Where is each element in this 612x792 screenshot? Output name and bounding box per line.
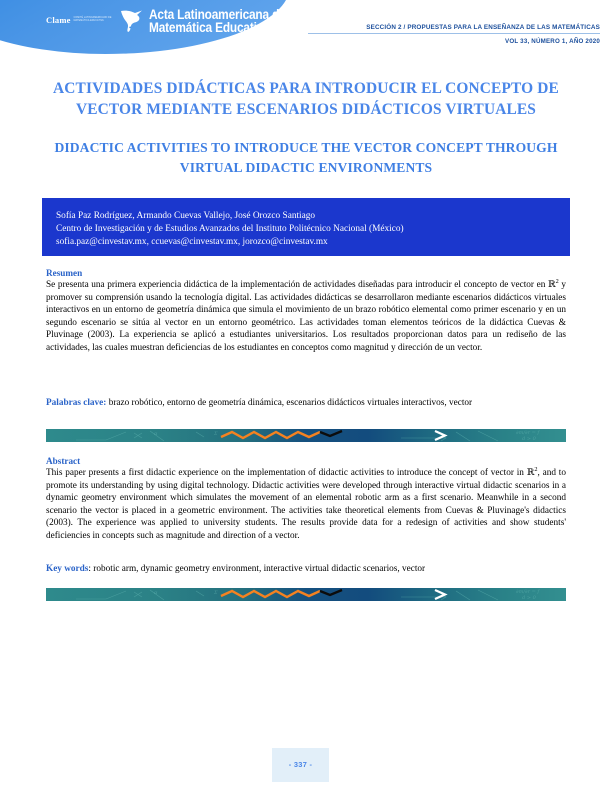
resumen-math-exponent: 2 [555, 277, 559, 285]
page-number: - 337 - [288, 760, 313, 769]
author-block [42, 198, 570, 256]
resumen-text-part1: Se presenta una primera experiencia didáctica de la implementación de actividades diseñadas para introducir el concepto de vector en [46, 280, 548, 290]
svg-text:∂m/∂r = f: ∂m/∂r = f [516, 430, 540, 436]
abstract-math-symbol: ℝ [526, 467, 535, 478]
journal-logo [46, 8, 304, 34]
journal-title-line1: Acta Latinoamericana de [148, 7, 286, 22]
author-emails: sofia.paz@cinvestav.mx, ccuevas@cinvestav.mx, jorozco@cinvestav.mx [56, 237, 328, 248]
volume-label: VOL 33, NÚMERO 1, AÑO 2020 [505, 38, 600, 45]
resumen-section [46, 268, 566, 355]
page-header [0, 0, 612, 66]
keywords-spanish-label: Palabras clave: [46, 398, 107, 408]
latin-america-map-icon [119, 9, 145, 33]
svg-text:d > 0: d > 0 [522, 595, 536, 601]
math-formula-banner-bottom [46, 588, 566, 601]
keywords-english-values: : robotic arm, dynamic geometry environment, interactive virtual didactic scenarios, vector [88, 564, 426, 574]
abstract-text [46, 467, 566, 543]
abstract-section [46, 456, 566, 543]
keywords-english-label: Key words [46, 564, 89, 574]
math-formula-banner-top [46, 429, 566, 442]
resumen-text [46, 279, 566, 355]
header-divider [308, 33, 600, 34]
svg-text:d > 0: d > 0 [522, 436, 536, 442]
svg-text:Σ: Σ [214, 590, 218, 596]
abstract-heading: Abstract [46, 456, 81, 466]
svg-text:∂m/∂r = f: ∂m/∂r = f [516, 589, 540, 595]
journal-title [149, 8, 286, 34]
footer-page-box [272, 748, 329, 782]
keywords-english [46, 563, 566, 576]
page-title-english: DIDACTIC ACTIVITIES TO INTRODUCE THE VECTOR CONCEPT THROUGH VIRTUAL DIDACTIC ENVIRONMENTS [54, 140, 558, 175]
keywords-spanish-values: brazo robótico, entorno de geometría dinámica, escenarios didácticos virtuales interactivos, vector [106, 398, 473, 408]
keywords-spanish [46, 397, 566, 410]
page-title-spanish: ACTIVIDADES DIDÁCTICAS PARA INTRODUCIR EL CONCEPTO DE VECTOR MEDIANTE ESCENARIOS DIDÁCTICOS VIRTUALES [53, 80, 559, 118]
author-names: Sofía Paz Rodríguez, Armando Cuevas Vallejo, José Orozco Santiago [56, 211, 316, 221]
header-meta [308, 24, 600, 45]
resumen-math-symbol: ℝ [547, 279, 556, 290]
journal-title-line2: Matemática Educativa [148, 20, 270, 36]
abstract-math-exponent: 2 [534, 465, 538, 473]
abstract-text-part1: This paper presents a first didactic experience on the implementation of didactic activities to introduce the concept of vector in [46, 468, 527, 478]
author-affiliation: Centro de Investigación y de Estudios Avanzados del Instituto Politécnico Nacional (México) [56, 224, 404, 235]
section-label: SECCIÓN 2 / PROPUESTAS PARA LA ENSEÑANZA DE LAS MATEMÁTICAS [366, 24, 600, 31]
clame-logo-subtext: COMITÉ LATINOAMERICANO DE MATEMÁTICA EDUCATIVA [73, 17, 112, 23]
resumen-heading: Resumen [46, 268, 83, 278]
abstract-text-part2: , and to promote its understanding by using digital technology. Didactic activities were developed through interactive virtual didactic scenarios in a dynamic geometry environment which simulates the movement of an elemental robotic arm as a first scenario. Meanwhile in a second scenario the vector is placed in a geometric environment. The activities take theoretical elements from Cuevas & Pluvinage's didactics (2003). The experience was applied to university students. The results provide data for a redesign of activities and show students' deficiencies in concepts such as magnitude and direction of a vector. [46, 468, 566, 541]
clame-logo-text: Clame [46, 14, 71, 25]
svg-text:Σ: Σ [214, 431, 218, 437]
resumen-text-part2: y promover su comprensión usando la tecnología digital. Las actividades didácticas se desarrollaron mediante escenarios didácticos virtuales interactivos en un entorno de geometría dinámica que simula el movimiento de un brazo robótico elemental como primer escenario y en un segundo escenario se sitúa al vector en un entorno geométrico. Las actividades toman elementos teóricos de la didáctica Cuevas & Pluvinage (2003). La experiencia se aplicó a estudiantes universitarios. Los resultados proporcionan datos para un rediseño de las actividades, las cuales muestran deficiencias de los estudiantes en conceptos como magnitud y dirección de un vector. [46, 280, 567, 353]
svg-text:α: α [154, 590, 158, 596]
svg-text:α: α [154, 431, 158, 437]
